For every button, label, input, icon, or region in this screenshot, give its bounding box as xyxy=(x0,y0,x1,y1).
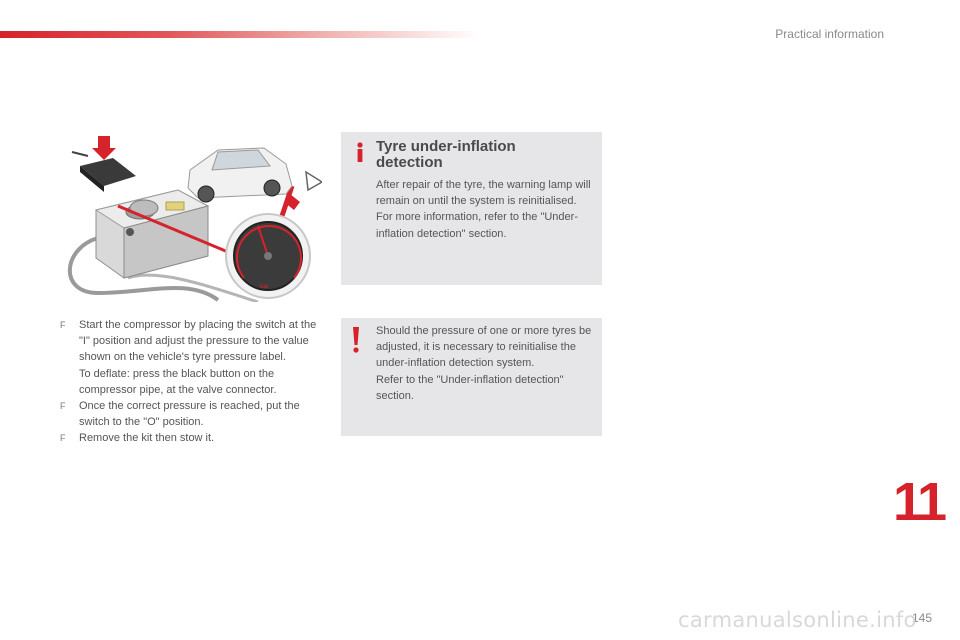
info-box-title: Tyre under-inflation detection xyxy=(376,138,516,171)
info-box xyxy=(341,132,602,285)
section-title: Practical information xyxy=(775,27,884,41)
instruction-text: Remove the kit then stow it. xyxy=(79,432,215,445)
instruction-item xyxy=(60,317,322,398)
bullet-marker: F xyxy=(60,401,66,412)
page-number: 145 xyxy=(912,611,933,625)
warning-icon xyxy=(351,327,361,353)
header-accent-bar xyxy=(0,31,480,38)
chapter-number: 11 xyxy=(893,472,945,532)
warning-box-body: Should the pressure of one or more tyres be adjusted, it is necessary to reinitialise the under-inflation detection system. Refer to the "Under-inflation detection" section. xyxy=(376,325,592,402)
bullet-marker: F xyxy=(60,433,66,444)
instruction-item xyxy=(60,430,322,446)
instruction-item xyxy=(60,398,322,430)
instruction-text: Start the compressor by placing the switch at the "I" position and adjust the pressure to the value shown on the vehicle's tyre pressure label. To deflate: press the black button on the compressor pipe, at the valve connector. xyxy=(79,319,317,396)
warning-box xyxy=(341,318,602,436)
bullet-marker: F xyxy=(60,320,66,330)
info-icon xyxy=(353,142,367,162)
gauge-unit-label: bar xyxy=(260,284,269,290)
instruction-text: Once the correct pressure is reached, put the switch to the "O" position. xyxy=(79,400,300,429)
watermark: carmanualsonline.info xyxy=(678,608,917,632)
compressor-kit-illustration xyxy=(58,128,322,302)
instruction-list xyxy=(60,317,322,447)
info-box-body: After repair of the tyre, the warning lamp will remain on until the system is reinitialised. For more information, refer to the "Under-inflation detection" section. xyxy=(376,179,591,240)
